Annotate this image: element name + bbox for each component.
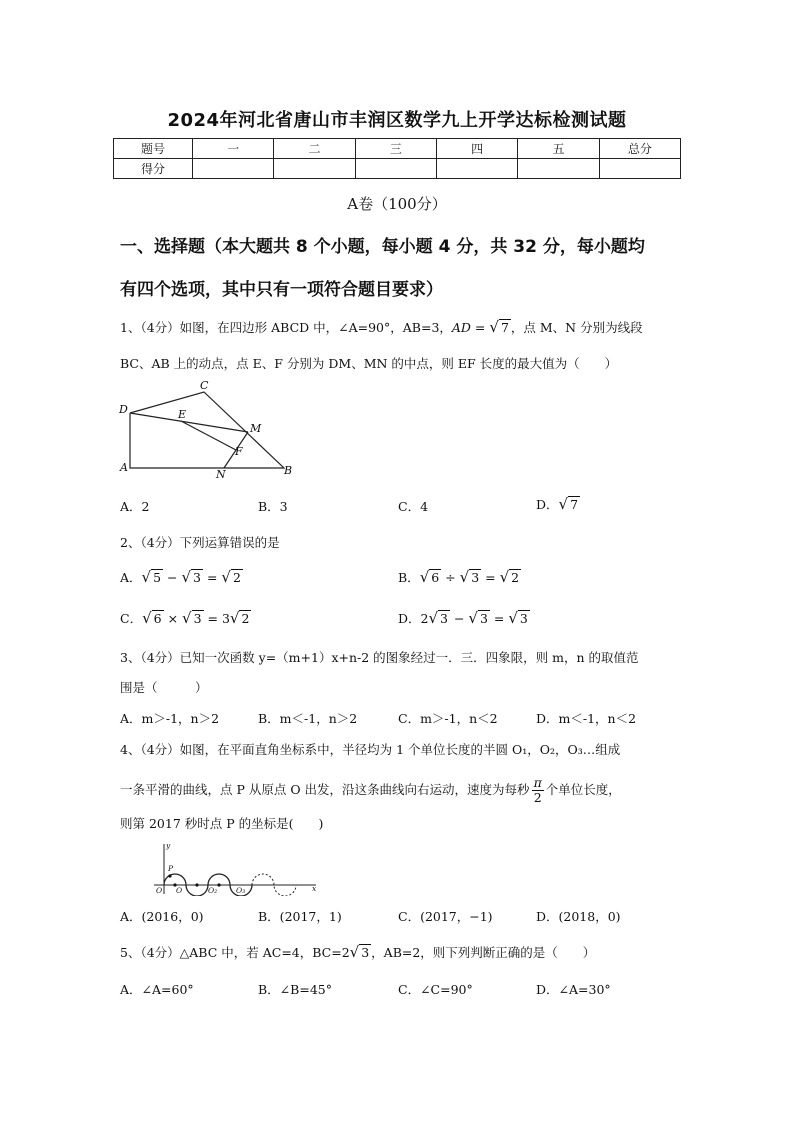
q5-option-c[interactable]: C．∠C=90° — [398, 982, 473, 997]
q4-option-b[interactable]: B．(2017，1) — [258, 909, 342, 924]
q2-d-pre: 2 — [420, 611, 429, 626]
q2-stem: 2、（4分）下列运算错误的是 — [120, 535, 280, 550]
q1-option-d-label: D． — [536, 497, 559, 512]
q2-b-label: B． — [398, 570, 420, 585]
q5-option-b[interactable]: B．∠B=45° — [258, 982, 332, 997]
q3-stem-line2: 围是（ ） — [120, 680, 208, 695]
q1-option-b[interactable]: B．3 — [258, 499, 288, 514]
q2-c-r2: 3 — [193, 611, 202, 626]
q2-a-r1: 5 — [153, 570, 162, 585]
q3-option-b[interactable]: B．m＜-1，n＞2 — [258, 711, 358, 726]
volume-label: A卷（100分） — [347, 195, 447, 213]
q2-b-r3: 2 — [511, 570, 520, 585]
label-a: A — [120, 461, 128, 474]
q2-a-op: − — [163, 570, 182, 585]
q1-stem-line1: 1、（4分）如图，在四边形 ABCD 中，∠A=90°，AB=3，AD = √ 7 ，点 M、N 分别为线段 — [120, 318, 643, 336]
q1-option-d[interactable]: D．√ 7 — [536, 495, 579, 513]
score-cell — [436, 159, 517, 179]
q5-text-2: ，AB=2，则下列判断正确的是（ ） — [371, 945, 596, 960]
label-d: D — [119, 403, 128, 416]
score-header-cell: 三 — [355, 139, 436, 159]
score-header-cell: 二 — [274, 139, 355, 159]
q1-stem-line2: BC、AB 上的动点，点 E、F 分别为 DM、MN 的中点，则 EF 长度的最大值为（ ） — [120, 356, 618, 371]
q2-b-r2: 3 — [471, 570, 480, 585]
q2-c-op: × — [163, 611, 183, 626]
score-header-cell: 总分 — [599, 139, 680, 159]
q4-option-a[interactable]: A．(2016，0) — [120, 909, 204, 924]
q2-option-a[interactable]: A．√ 5 − √ 3 = √ 2 — [120, 568, 241, 586]
q2-option-c[interactable]: C．√ 6 × √ 3 = 3√ 2 — [120, 609, 250, 627]
score-table-header-row — [114, 139, 681, 159]
q2-d-label: D． — [398, 611, 421, 626]
q2-b-op: ÷ — [441, 570, 460, 585]
center-o3 — [217, 883, 220, 886]
q1-option-a[interactable]: A．2 — [120, 499, 150, 514]
q2-d-r2: 3 — [479, 611, 488, 626]
label-f: F — [235, 445, 243, 458]
q4-stem-line1: 4、（4分）如图，在平面直角坐标系中，半径均为 1 个单位长度的半圆 O₁，O₂，O₃…组成 — [120, 742, 621, 757]
label-x: x — [312, 884, 317, 893]
score-header-cell: 一 — [193, 139, 274, 159]
q2-d-r3: 3 — [519, 611, 528, 626]
label-m: M — [250, 422, 262, 435]
label-c: C — [200, 380, 209, 392]
q5-radicand: 3 — [361, 945, 370, 960]
q4-frac-den: 2 — [533, 790, 542, 805]
q4-option-c[interactable]: C．(2017，−1) — [398, 909, 493, 924]
score-row-label: 得分 — [114, 159, 193, 179]
label-p: P — [168, 864, 174, 873]
score-cell — [518, 159, 599, 179]
label-o3: O₃ — [236, 886, 246, 895]
q3-stem-line1: 3、（4分）已知一次函数 y=（m+1）x+n-2 的图象经过一．三．四象限，则 m，n 的取值范 — [120, 650, 639, 665]
segment-dm — [130, 413, 248, 432]
point-p — [168, 874, 171, 877]
q2-a-eq: = — [202, 570, 222, 585]
q2-option-d[interactable]: D．2√ 3 − √ 3 = √ 3 — [398, 609, 528, 627]
q4-frac-num: π — [533, 775, 542, 790]
q3-option-c[interactable]: C．m＞-1，n＜2 — [398, 711, 498, 726]
score-table — [113, 138, 681, 179]
label-y: y — [166, 841, 171, 850]
q1-text: 1、（4分）如图，在四边形 ABCD 中，∠A=90°，AB=3， — [120, 320, 452, 335]
q1-option-d-radicand: 7 — [570, 497, 579, 512]
page-title: 2024年河北省唐山市丰润区数学九上开学达标检测试题 — [167, 110, 627, 131]
q2-c-label: C． — [120, 611, 143, 626]
q1-ad-math: AD = — [451, 320, 490, 335]
q2-option-b[interactable]: B．√ 6 ÷ √ 3 = √ 2 — [398, 568, 520, 586]
q2-d-r1: 3 — [440, 611, 448, 626]
q2-b-r1: 6 — [431, 570, 440, 585]
q2-c-r3: 2 — [241, 611, 250, 626]
section1-heading-line1: 一、选择题（本大题共 8 个小题，每小题 4 分，共 32 分，每小题均 — [120, 237, 645, 257]
score-header-cell: 题号 — [114, 139, 193, 159]
center-o2 — [195, 883, 198, 886]
q1-figure — [114, 380, 300, 480]
q4-line2-text-2: 个单位长度， — [545, 782, 621, 797]
q1-ad-radicand: 7 — [500, 320, 509, 335]
score-table-score-row — [114, 159, 681, 179]
score-header-cell: 四 — [436, 139, 517, 159]
q4-line2-text: 一条平滑的曲线，点 P 从原点 O 出发，沿这条曲线向右运动，速度为每秒 — [120, 782, 530, 797]
score-cell — [274, 159, 355, 179]
q5-option-a[interactable]: A．∠A=60° — [120, 982, 194, 997]
q5-stem: 5、（4分）△ABC 中，若 AC=4，BC=2√ 3 ，AB=2，则下列判断正确的是（ ） — [120, 943, 596, 961]
q3-option-d[interactable]: D．m＜-1，n＜2 — [536, 711, 637, 726]
q2-d-op: − — [450, 611, 469, 626]
q3-option-a[interactable]: A．m＞-1，n＞2 — [120, 711, 220, 726]
score-cell — [599, 159, 680, 179]
q2-c-eq: = 3 — [203, 611, 230, 626]
q5-text: 5、（4分）△ABC 中，若 AC=4，BC=2 — [120, 945, 350, 960]
q4-stem-line3: 则第 2017 秒时点 P 的坐标是( ) — [120, 816, 324, 831]
label-b: B — [284, 464, 293, 477]
q2-d-eq: = — [489, 611, 509, 626]
q4-figure — [148, 838, 324, 896]
q2-c-r1: 6 — [153, 611, 162, 626]
label-o1: O — [176, 886, 183, 895]
q4-option-d[interactable]: D．(2018，0) — [536, 909, 621, 924]
label-n: N — [216, 468, 226, 480]
q2-a-r2: 3 — [193, 570, 201, 585]
q4-stem-line2 — [120, 776, 621, 805]
q2-a-label: A． — [120, 570, 142, 585]
label-origin: O — [156, 886, 163, 895]
score-cell — [193, 159, 274, 179]
q5-option-d[interactable]: D．∠A=30° — [536, 982, 611, 997]
score-cell — [355, 159, 436, 179]
score-header-cell: 五 — [518, 139, 599, 159]
q2-a-r3: 2 — [232, 570, 241, 585]
q1-option-c[interactable]: C．4 — [398, 499, 429, 514]
section1-heading-line2: 有四个选项，其中只有一项符合题目要求） — [120, 280, 443, 300]
label-o2: O₂ — [208, 886, 218, 895]
q2-b-eq: = — [481, 570, 500, 585]
q4-fraction — [532, 776, 544, 805]
label-e: E — [178, 408, 187, 421]
q1-text-2: ，点 M、N 分别为线段 — [510, 320, 643, 335]
